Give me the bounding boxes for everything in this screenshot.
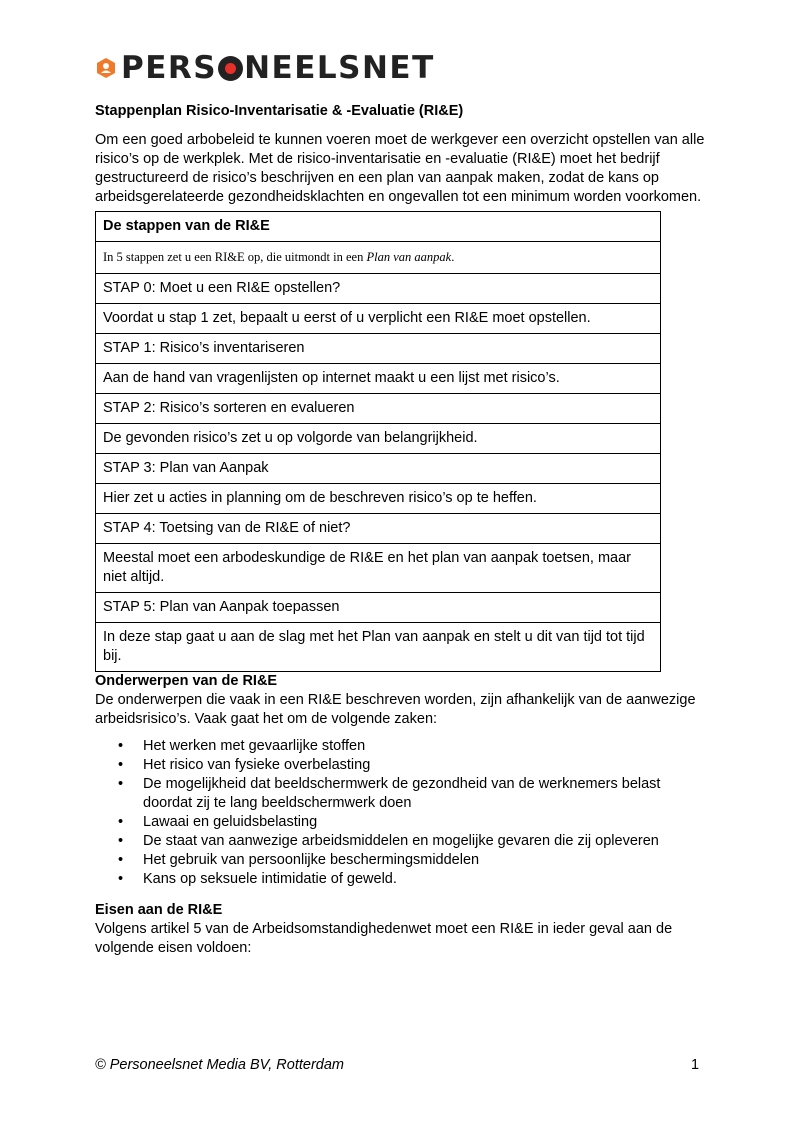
logo-text-start: PERS bbox=[121, 49, 218, 86]
onderwerpen-paragraph: De onderwerpen die vaak in een RI&E beschreven worden, zijn afhankelijk van de aanwezige arbeidsrisico’s. Vaak gaat het om de volgende zaken: bbox=[95, 692, 696, 727]
list-item: • De staat van aanwezige arbeidsmiddelen en mogelijke gevaren die zij opleveren bbox=[143, 832, 705, 851]
logo-target-icon bbox=[218, 56, 243, 81]
table-row: STAP 5: Plan van Aanpak toepassen bbox=[96, 593, 661, 623]
logo-text bbox=[121, 49, 435, 86]
table-row: STAP 4: Toetsing van de RI&E of niet? bbox=[96, 514, 661, 544]
table-subheader bbox=[96, 242, 661, 274]
personeelsnet-logo bbox=[95, 50, 435, 86]
table-row: Voordat u stap 1 zet, bepaalt u eerst of u verplicht een RI&E moet opstellen. bbox=[96, 304, 661, 334]
eisen-heading: Eisen aan de RI&E bbox=[95, 902, 223, 918]
list-item: • De mogelijkheid dat beeldschermwerk de gezondheid van de werknemers belast doordat zij te lang beeldschermwerk doen bbox=[143, 775, 705, 813]
table-row: STAP 3: Plan van Aanpak bbox=[96, 454, 661, 484]
steps-table bbox=[95, 211, 661, 672]
table-header: De stappen van de RI&E bbox=[96, 212, 661, 242]
subheader-text: In 5 stappen zet u een RI&E op, die uitmondt in een bbox=[103, 250, 367, 264]
subheader-italic: Plan van aanpak bbox=[366, 250, 452, 264]
footer-copyright: © Personeelsnet Media BV, Rotterdam bbox=[95, 1057, 344, 1073]
table-row: De gevonden risico’s zet u op volgorde van belangrijkheid. bbox=[96, 424, 661, 454]
eisen-paragraph: Volgens artikel 5 van de Arbeidsomstandighedenwet moet een RI&E in ieder geval aan de volgende eisen voldoen: bbox=[95, 921, 673, 956]
table-row: STAP 1: Risico’s inventariseren bbox=[96, 334, 661, 364]
table-row: In deze stap gaat u aan de slag met het Plan van aanpak en stelt u dit van tijd tot tijd bij. bbox=[96, 623, 661, 672]
list-item: • Het risico van fysieke overbelasting bbox=[143, 756, 705, 775]
table-row: Meestal moet een arbodeskundige de RI&E en het plan van aanpak toetsen, maar niet altijd. bbox=[96, 544, 661, 593]
table-row: Aan de hand van vragenlijsten op internet maakt u een lijst met risico’s. bbox=[96, 364, 661, 394]
document-title: Stappenplan Risico-Inventarisatie & -Evaluatie (RI&E) bbox=[95, 103, 464, 119]
list-item: • Kans op seksuele intimidatie of geweld. bbox=[143, 870, 705, 889]
onderwerpen-list bbox=[95, 737, 705, 889]
table-row: Hier zet u acties in planning om de beschreven risico’s op te heffen. bbox=[96, 484, 661, 514]
logo-badge-icon bbox=[95, 57, 117, 79]
page-number: 1 bbox=[691, 1057, 700, 1073]
subheader-end: . bbox=[451, 250, 455, 264]
table-row: STAP 2: Risico’s sorteren en evalueren bbox=[96, 394, 661, 424]
intro-paragraph: Om een goed arbobeleid te kunnen voeren moet de werkgever een overzicht opstellen van alle risico’s op de werkplek. Met de risico-inventarisatie en -evaluatie (RI&E) moet het bedrijf gestructureerd de risico’s beschrijven en een plan van aanpak maken, zodat de kans op arbeidsgerelateerde gezondheidsklachten en ongevallen tot een minimum worden voorkomen. bbox=[95, 132, 705, 205]
onderwerpen-heading: Onderwerpen van de RI&E bbox=[95, 673, 278, 689]
logo-text-end: NEELSNET bbox=[244, 49, 435, 86]
list-item: • Het gebruik van persoonlijke beschermingsmiddelen bbox=[143, 851, 705, 870]
document-body bbox=[95, 102, 705, 958]
list-item: • Het werken met gevaarlijke stoffen bbox=[143, 737, 705, 756]
table-row: STAP 0: Moet u een RI&E opstellen? bbox=[96, 274, 661, 304]
list-item: • Lawaai en geluidsbelasting bbox=[143, 813, 705, 832]
